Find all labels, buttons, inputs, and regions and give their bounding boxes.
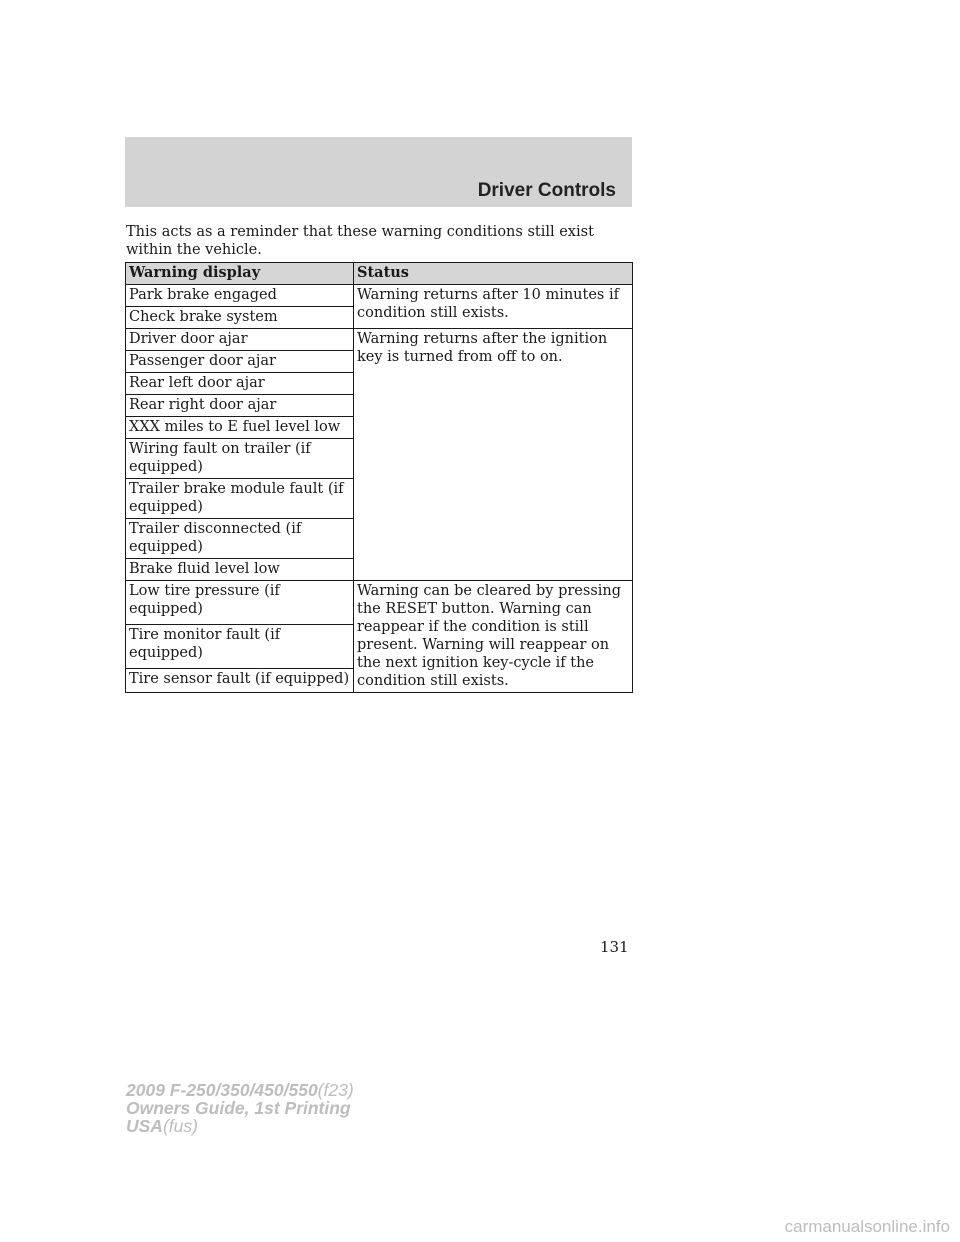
warning-display-cell: Driver door ajar — [126, 329, 354, 351]
footer-market-code: (fus) — [162, 1116, 198, 1136]
column-header-status: Status — [354, 263, 633, 285]
status-cell: Warning can be cleared by pressing the RESET button. Warning can reappear if the condition is still present. Warning will reappear on the next ignition key-cycle if the condition still exists. — [354, 581, 633, 693]
watermark: carmanualsonline.info — [784, 1217, 950, 1236]
column-header-warning-display: Warning display — [126, 263, 354, 285]
intro-paragraph: This acts as a reminder that these warning conditions still exist within the vehicle. — [126, 224, 594, 258]
footer-line-3 — [126, 1117, 354, 1135]
table-row — [126, 329, 633, 351]
warning-display-cell: Wiring fault on trailer (if equipped) — [126, 439, 354, 479]
table-row — [126, 581, 633, 625]
warning-display-cell: Trailer brake module fault (if equipped) — [126, 479, 354, 519]
table-header-row — [126, 263, 633, 285]
footer-line-1 — [126, 1081, 354, 1099]
status-cell: Warning returns after 10 minutes if condition still exists. — [354, 285, 633, 329]
page-number: 131 — [600, 938, 629, 956]
footer-model: 2009 F-250/350/450/550 — [126, 1080, 318, 1100]
table-row — [126, 285, 633, 307]
warning-display-cell: Rear right door ajar — [126, 395, 354, 417]
warning-display-cell: Passenger door ajar — [126, 351, 354, 373]
footer-line-2: Owners Guide, 1st Printing — [126, 1098, 351, 1118]
warning-display-cell: Tire monitor fault (if equipped) — [126, 624, 354, 668]
warning-display-cell: Trailer disconnected (if equipped) — [126, 519, 354, 559]
section-header-band — [125, 137, 632, 207]
warning-display-cell: Park brake engaged — [126, 285, 354, 307]
warning-display-cell: Low tire pressure (if equipped) — [126, 581, 354, 625]
table-body — [126, 285, 633, 693]
warning-display-cell: Brake fluid level low — [126, 559, 354, 581]
warning-display-cell: Rear left door ajar — [126, 373, 354, 395]
footer-model-code: (f23) — [317, 1080, 354, 1100]
section-title: Driver Controls — [477, 180, 616, 201]
footer-market: USA — [126, 1116, 163, 1136]
document-footer — [126, 1081, 354, 1135]
status-cell: Warning returns after the ignition key is turned from off to on. — [354, 329, 633, 581]
warning-table — [125, 262, 633, 693]
warning-display-cell: XXX miles to E fuel level low — [126, 417, 354, 439]
warning-display-cell: Check brake system — [126, 307, 354, 329]
warning-display-cell: Tire sensor fault (if equipped) — [126, 668, 354, 692]
